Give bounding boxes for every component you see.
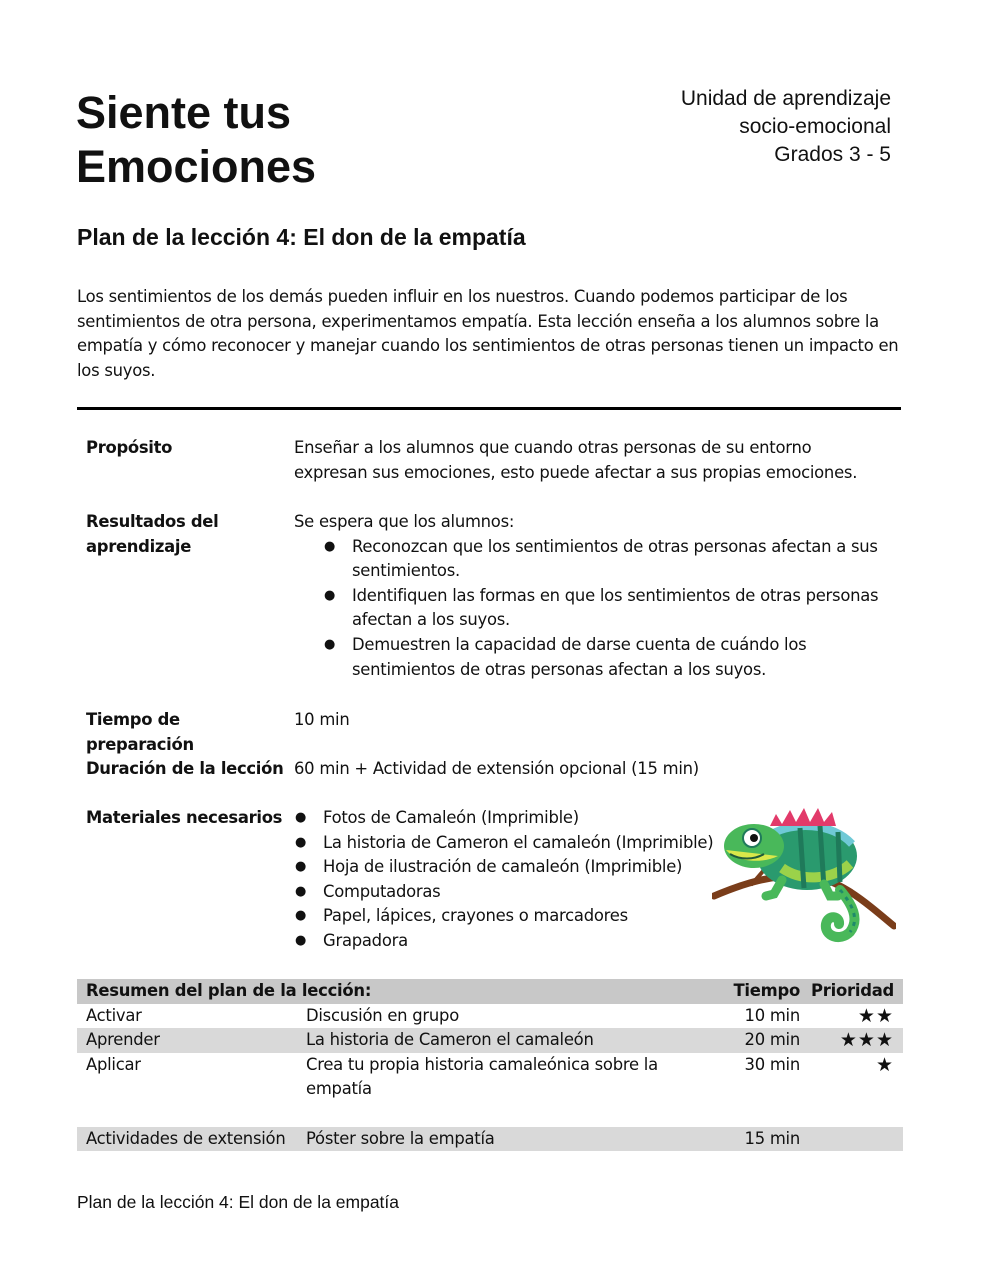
summary-phase: Aprender [86,1030,160,1050]
outcome-item: ● Reconozcan que los sentimientos de otras personas afectan a sus sentimientos. [294,535,900,584]
summary-time: 10 min [744,1005,800,1025]
material-item: ● Computadoras [294,880,734,905]
priority-stars-icon: ★★★ [839,1029,894,1052]
material-item: ● La historia de Cameron el camaleón (Imprimible) [294,831,734,856]
summary-header-label: Resumen del plan de la lección: [86,981,372,1000]
duration-label: Duración de la lección [86,759,284,778]
table-row [77,1004,903,1029]
purpose-value: Enseñar a los alumnos que cuando otras personas de su entorno expresan sus emociones, esto puede afectar a sus propias emociones. [294,438,858,482]
materials-value [294,806,734,954]
table-row [77,1127,903,1152]
page-footer: Plan de la lección 4: El don de la empatía [77,1192,400,1212]
summary-activity: Póster sobre la empatía [306,1128,495,1148]
duration-value: 60 min + Actividad de extensión opcional (15 min) [294,759,699,778]
outcomes-intro: Se espera que los alumnos: [294,512,515,531]
table-row [77,1028,903,1053]
material-item: ● Papel, lápices, crayones o marcadores [294,904,734,929]
outcomes-label-line1: Resultados del [86,512,219,531]
lesson-title: Plan de la lección 4: El don de la empatía [77,224,526,250]
summary-header-time: Tiempo [733,981,800,1000]
summary-activity: La historia de Cameron el camaleón [306,1030,594,1050]
summary-header-row [77,979,903,1004]
summary-phase: Aplicar [86,1054,141,1074]
material-item: ● Hoja de ilustración de camaleón (Imprimible) [294,855,734,880]
section-divider [77,407,901,410]
unit-info-line2: socio-emocional [739,115,891,138]
prep-time-label [86,708,194,757]
prep-time-value: 10 min [294,710,350,729]
outcomes-list [294,535,900,683]
unit-info-grades: Grados 3 - 5 [774,143,891,166]
prep-time-label-line2: preparación [86,734,194,754]
chameleon-illustration-icon [712,804,896,944]
purpose-label: Propósito [86,438,173,457]
summary-activity: Discusión en grupo [306,1005,459,1025]
materials-list [294,806,734,954]
summary-time: 15 min [744,1128,800,1148]
outcomes-label [86,510,218,559]
summary-phase: Actividades de extensión [86,1128,286,1148]
lesson-summary-table [77,979,903,1151]
material-item: ● Fotos de Camaleón (Imprimible) [294,806,734,831]
summary-phase: Activar [86,1005,142,1025]
outcomes-value [294,510,900,682]
main-title-line1: Siente tus [76,87,292,138]
material-item: ● Grapadora [294,929,734,954]
summary-header-priority: Prioridad [811,981,894,1000]
unit-info-line1: Unidad de aprendizaje [680,87,891,110]
outcome-item: ● Identifiquen las formas en que los sentimientos de otras personas afectan a los suyos. [294,584,900,633]
prep-time-label-line1: Tiempo de [86,710,180,729]
priority-stars-icon: ★★ [857,1004,894,1027]
materials-label: Materiales necesarios [86,808,283,827]
main-title-line2: Emociones [76,141,317,192]
summary-time: 30 min [744,1054,800,1074]
outcome-item: ● Demuestren la capacidad de darse cuenta de cuándo los sentimientos de otras personas afectan a los suyos. [294,633,900,682]
summary-activity: Crea tu propia historia camaleónica sobre la empatía [306,1054,658,1099]
summary-time: 20 min [744,1030,800,1050]
main-title [76,86,496,194]
intro-paragraph: Los sentimientos de los demás pueden influir en los nuestros. Cuando podemos participar de los sentimientos de otra persona, experimentamos empatía. Esta lección enseña a los alumnos sobre la empatía y cómo reconocer y manejar cuando los sentimientos de otras personas tienen un impacto en los suyos. [77,287,899,380]
priority-stars-icon: ★ [875,1053,894,1076]
table-row [77,1053,903,1127]
outcomes-label-line2: aprendizaje [86,536,192,556]
unit-info [681,85,891,169]
